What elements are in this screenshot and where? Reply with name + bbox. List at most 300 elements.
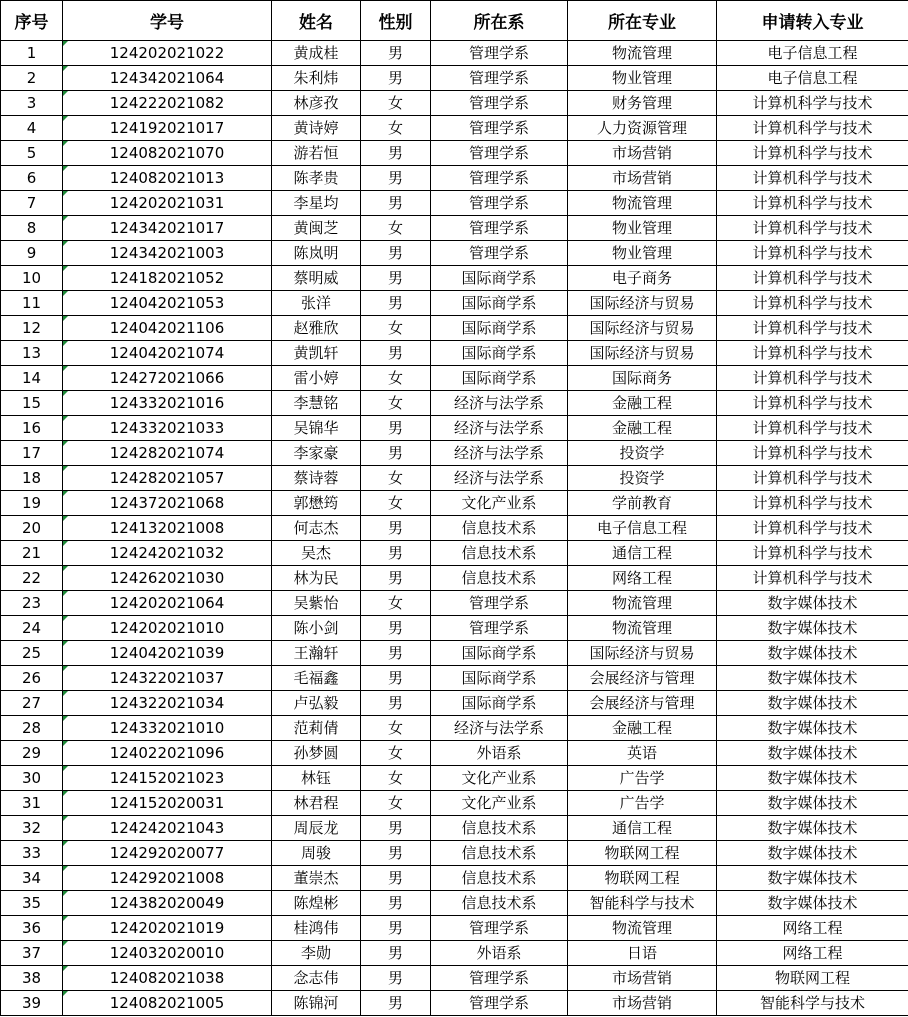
cell-target-major: 数字媒体技术 [717, 641, 908, 666]
cell-index: 23 [1, 591, 63, 616]
cell-target-major: 计算机科学与技术 [717, 141, 908, 166]
cell-target-major: 计算机科学与技术 [717, 91, 908, 116]
cell-gender: 男 [361, 841, 431, 866]
cell-name: 何志杰 [272, 516, 361, 541]
cell-name: 陈锦河 [272, 991, 361, 1016]
cell-target-major: 计算机科学与技术 [717, 341, 908, 366]
cell-target-major: 计算机科学与技术 [717, 216, 908, 241]
cell-gender: 男 [361, 166, 431, 191]
cell-target-major: 计算机科学与技术 [717, 166, 908, 191]
header-cell-student-id: 学号 [63, 1, 272, 41]
cell-gender: 女 [361, 741, 431, 766]
cell-target-major: 计算机科学与技术 [717, 316, 908, 341]
cell-major: 市场营销 [568, 166, 717, 191]
cell-major: 智能科学与技术 [568, 891, 717, 916]
cell-department: 管理学系 [431, 166, 568, 191]
cell-major: 金融工程 [568, 716, 717, 741]
cell-major: 物业管理 [568, 66, 717, 91]
cell-department: 管理学系 [431, 116, 568, 141]
cell-gender: 男 [361, 966, 431, 991]
cell-major: 金融工程 [568, 416, 717, 441]
cell-student-id: 124132021008 [63, 516, 272, 541]
cell-major: 日语 [568, 941, 717, 966]
cell-department: 文化产业系 [431, 491, 568, 516]
cell-student-id: 124242021043 [63, 816, 272, 841]
cell-name: 周辰龙 [272, 816, 361, 841]
cell-index: 6 [1, 166, 63, 191]
cell-major: 电子信息工程 [568, 516, 717, 541]
cell-index: 15 [1, 391, 63, 416]
cell-name: 念志伟 [272, 966, 361, 991]
cell-target-major: 数字媒体技术 [717, 866, 908, 891]
cell-gender: 女 [361, 791, 431, 816]
table-row [1, 591, 908, 616]
cell-student-id: 124382020049 [63, 891, 272, 916]
cell-department: 文化产业系 [431, 791, 568, 816]
cell-index: 10 [1, 266, 63, 291]
header-cell-department: 所在系 [431, 1, 568, 41]
cell-gender: 女 [361, 91, 431, 116]
cell-index: 30 [1, 766, 63, 791]
cell-major: 国际经济与贸易 [568, 291, 717, 316]
cell-name: 李星均 [272, 191, 361, 216]
cell-gender: 男 [361, 266, 431, 291]
cell-major: 广告学 [568, 791, 717, 816]
table-row [1, 541, 908, 566]
cell-gender: 女 [361, 766, 431, 791]
table-row [1, 991, 908, 1016]
cell-student-id: 124372021068 [63, 491, 272, 516]
table-row [1, 841, 908, 866]
cell-gender: 男 [361, 666, 431, 691]
cell-gender: 女 [361, 216, 431, 241]
table-row [1, 191, 908, 216]
cell-index: 3 [1, 91, 63, 116]
cell-name: 朱利炜 [272, 66, 361, 91]
cell-student-id: 124202021022 [63, 41, 272, 66]
cell-gender: 男 [361, 566, 431, 591]
cell-name: 林钰 [272, 766, 361, 791]
cell-student-id: 124152021023 [63, 766, 272, 791]
cell-name: 李家豪 [272, 441, 361, 466]
cell-name: 黄凯轩 [272, 341, 361, 366]
cell-major: 人力资源管理 [568, 116, 717, 141]
cell-student-id: 124282021057 [63, 466, 272, 491]
cell-department: 管理学系 [431, 141, 568, 166]
cell-name: 赵雅欣 [272, 316, 361, 341]
cell-student-id: 124342021003 [63, 241, 272, 266]
cell-major: 国际经济与贸易 [568, 316, 717, 341]
cell-department: 国际商学系 [431, 316, 568, 341]
cell-student-id: 124262021030 [63, 566, 272, 591]
cell-department: 外语系 [431, 941, 568, 966]
cell-target-major: 电子信息工程 [717, 41, 908, 66]
cell-index: 35 [1, 891, 63, 916]
cell-name: 李勋 [272, 941, 361, 966]
table-row [1, 966, 908, 991]
header-cell-target-major: 申请转入专业 [717, 1, 908, 41]
cell-gender: 男 [361, 191, 431, 216]
cell-major: 物业管理 [568, 241, 717, 266]
cell-name: 黄诗婷 [272, 116, 361, 141]
cell-major: 物业管理 [568, 216, 717, 241]
cell-department: 文化产业系 [431, 766, 568, 791]
cell-target-major: 数字媒体技术 [717, 691, 908, 716]
cell-department: 信息技术系 [431, 541, 568, 566]
cell-target-major: 计算机科学与技术 [717, 266, 908, 291]
cell-name: 范莉倩 [272, 716, 361, 741]
cell-department: 国际商学系 [431, 641, 568, 666]
cell-major: 投资学 [568, 466, 717, 491]
cell-index: 5 [1, 141, 63, 166]
table-row [1, 741, 908, 766]
table-row [1, 366, 908, 391]
cell-target-major: 计算机科学与技术 [717, 191, 908, 216]
cell-gender: 女 [361, 716, 431, 741]
cell-student-id: 124042021053 [63, 291, 272, 316]
cell-index: 22 [1, 566, 63, 591]
cell-student-id: 124032020010 [63, 941, 272, 966]
cell-target-major: 计算机科学与技术 [717, 566, 908, 591]
cell-student-id: 124322021034 [63, 691, 272, 716]
cell-gender: 男 [361, 866, 431, 891]
header-cell-major: 所在专业 [568, 1, 717, 41]
cell-gender: 男 [361, 541, 431, 566]
cell-major: 物流管理 [568, 616, 717, 641]
cell-department: 信息技术系 [431, 841, 568, 866]
cell-gender: 女 [361, 491, 431, 516]
cell-name: 周骏 [272, 841, 361, 866]
cell-major: 物联网工程 [568, 841, 717, 866]
table-row [1, 766, 908, 791]
cell-major: 广告学 [568, 766, 717, 791]
cell-index: 4 [1, 116, 63, 141]
cell-target-major: 网络工程 [717, 941, 908, 966]
cell-target-major: 数字媒体技术 [717, 591, 908, 616]
cell-target-major: 计算机科学与技术 [717, 541, 908, 566]
cell-index: 29 [1, 741, 63, 766]
cell-target-major: 计算机科学与技术 [717, 491, 908, 516]
table-row [1, 916, 908, 941]
cell-target-major: 数字媒体技术 [717, 816, 908, 841]
cell-name: 王瀚轩 [272, 641, 361, 666]
cell-major: 网络工程 [568, 566, 717, 591]
cell-name: 孙梦圆 [272, 741, 361, 766]
cell-department: 经济与法学系 [431, 391, 568, 416]
cell-index: 14 [1, 366, 63, 391]
cell-index: 34 [1, 866, 63, 891]
cell-department: 经济与法学系 [431, 466, 568, 491]
cell-department: 信息技术系 [431, 891, 568, 916]
cell-target-major: 数字媒体技术 [717, 841, 908, 866]
cell-name: 李慧铭 [272, 391, 361, 416]
cell-index: 25 [1, 641, 63, 666]
cell-department: 国际商学系 [431, 366, 568, 391]
cell-major: 国际经济与贸易 [568, 341, 717, 366]
cell-department: 管理学系 [431, 66, 568, 91]
cell-student-id: 124342021017 [63, 216, 272, 241]
cell-target-major: 网络工程 [717, 916, 908, 941]
cell-department: 管理学系 [431, 991, 568, 1016]
cell-name: 黄成桂 [272, 41, 361, 66]
cell-gender: 男 [361, 891, 431, 916]
table-row [1, 66, 908, 91]
cell-index: 18 [1, 466, 63, 491]
cell-name: 吴锦华 [272, 416, 361, 441]
cell-student-id: 124082021070 [63, 141, 272, 166]
cell-gender: 男 [361, 616, 431, 641]
table-row [1, 716, 908, 741]
cell-student-id: 124292021008 [63, 866, 272, 891]
cell-major: 英语 [568, 741, 717, 766]
cell-gender: 女 [361, 316, 431, 341]
cell-department: 管理学系 [431, 616, 568, 641]
cell-student-id: 124342021064 [63, 66, 272, 91]
cell-target-major: 数字媒体技术 [717, 666, 908, 691]
cell-department: 经济与法学系 [431, 716, 568, 741]
cell-department: 国际商学系 [431, 691, 568, 716]
cell-gender: 男 [361, 341, 431, 366]
cell-student-id: 124082021038 [63, 966, 272, 991]
cell-gender: 男 [361, 416, 431, 441]
cell-index: 20 [1, 516, 63, 541]
cell-gender: 男 [361, 66, 431, 91]
cell-index: 13 [1, 341, 63, 366]
cell-department: 信息技术系 [431, 816, 568, 841]
cell-major: 市场营销 [568, 966, 717, 991]
cell-gender: 男 [361, 816, 431, 841]
table-row [1, 441, 908, 466]
cell-target-major: 智能科学与技术 [717, 991, 908, 1016]
cell-target-major: 计算机科学与技术 [717, 516, 908, 541]
cell-index: 39 [1, 991, 63, 1016]
cell-student-id: 124282021074 [63, 441, 272, 466]
cell-name: 毛福鑫 [272, 666, 361, 691]
cell-target-major: 数字媒体技术 [717, 891, 908, 916]
cell-student-id: 124082021005 [63, 991, 272, 1016]
cell-major: 电子商务 [568, 266, 717, 291]
header-cell-index: 序号 [1, 1, 63, 41]
cell-major: 市场营销 [568, 141, 717, 166]
table-row [1, 691, 908, 716]
cell-index: 28 [1, 716, 63, 741]
cell-index: 21 [1, 541, 63, 566]
cell-department: 信息技术系 [431, 866, 568, 891]
cell-gender: 男 [361, 916, 431, 941]
cell-department: 管理学系 [431, 966, 568, 991]
table-row [1, 91, 908, 116]
cell-name: 林君程 [272, 791, 361, 816]
table-row [1, 416, 908, 441]
cell-student-id: 124332021033 [63, 416, 272, 441]
cell-gender: 女 [361, 591, 431, 616]
cell-student-id: 124272021066 [63, 366, 272, 391]
cell-name: 董崇杰 [272, 866, 361, 891]
cell-target-major: 数字媒体技术 [717, 741, 908, 766]
cell-name: 游若恒 [272, 141, 361, 166]
cell-target-major: 电子信息工程 [717, 66, 908, 91]
cell-target-major: 计算机科学与技术 [717, 241, 908, 266]
table-row [1, 616, 908, 641]
cell-student-id: 124322021037 [63, 666, 272, 691]
cell-index: 2 [1, 66, 63, 91]
cell-index: 9 [1, 241, 63, 266]
cell-gender: 男 [361, 641, 431, 666]
cell-major: 物流管理 [568, 41, 717, 66]
table-row [1, 566, 908, 591]
cell-index: 1 [1, 41, 63, 66]
cell-student-id: 124022021096 [63, 741, 272, 766]
table-row [1, 266, 908, 291]
table-row [1, 166, 908, 191]
cell-department: 管理学系 [431, 41, 568, 66]
cell-department: 管理学系 [431, 191, 568, 216]
cell-name: 桂鸿伟 [272, 916, 361, 941]
cell-student-id: 124332021016 [63, 391, 272, 416]
table-row [1, 791, 908, 816]
cell-index: 7 [1, 191, 63, 216]
cell-name: 陈小剑 [272, 616, 361, 641]
cell-index: 12 [1, 316, 63, 341]
table-row [1, 341, 908, 366]
cell-name: 蔡诗蓉 [272, 466, 361, 491]
table-row [1, 516, 908, 541]
table-row [1, 816, 908, 841]
cell-student-id: 124242021032 [63, 541, 272, 566]
cell-name: 郭懋筠 [272, 491, 361, 516]
table-row [1, 666, 908, 691]
cell-index: 37 [1, 941, 63, 966]
cell-index: 11 [1, 291, 63, 316]
table-row [1, 41, 908, 66]
cell-name: 蔡明威 [272, 266, 361, 291]
cell-target-major: 数字媒体技术 [717, 716, 908, 741]
cell-gender: 男 [361, 941, 431, 966]
cell-name: 卢弘毅 [272, 691, 361, 716]
cell-gender: 男 [361, 141, 431, 166]
cell-name: 陈煌彬 [272, 891, 361, 916]
cell-name: 吴紫怡 [272, 591, 361, 616]
cell-department: 管理学系 [431, 91, 568, 116]
cell-index: 26 [1, 666, 63, 691]
cell-index: 24 [1, 616, 63, 641]
cell-student-id: 124202021064 [63, 591, 272, 616]
cell-student-id: 124042021039 [63, 641, 272, 666]
cell-major: 国际经济与贸易 [568, 641, 717, 666]
cell-department: 管理学系 [431, 591, 568, 616]
cell-gender: 男 [361, 241, 431, 266]
cell-major: 会展经济与管理 [568, 691, 717, 716]
cell-major: 物流管理 [568, 191, 717, 216]
cell-student-id: 124202021031 [63, 191, 272, 216]
cell-student-id: 124292020077 [63, 841, 272, 866]
table-row [1, 641, 908, 666]
cell-index: 31 [1, 791, 63, 816]
cell-index: 38 [1, 966, 63, 991]
table-row [1, 391, 908, 416]
cell-major: 物联网工程 [568, 866, 717, 891]
cell-gender: 男 [361, 991, 431, 1016]
cell-department: 外语系 [431, 741, 568, 766]
cell-index: 32 [1, 816, 63, 841]
cell-gender: 男 [361, 691, 431, 716]
cell-department: 国际商学系 [431, 291, 568, 316]
cell-student-id: 124082021013 [63, 166, 272, 191]
cell-gender: 女 [361, 466, 431, 491]
cell-department: 经济与法学系 [431, 441, 568, 466]
cell-major: 物流管理 [568, 916, 717, 941]
cell-department: 管理学系 [431, 241, 568, 266]
cell-major: 国际商务 [568, 366, 717, 391]
cell-gender: 女 [361, 366, 431, 391]
cell-target-major: 计算机科学与技术 [717, 441, 908, 466]
cell-student-id: 124042021074 [63, 341, 272, 366]
cell-target-major: 计算机科学与技术 [717, 391, 908, 416]
cell-department: 管理学系 [431, 916, 568, 941]
cell-gender: 女 [361, 391, 431, 416]
cell-student-id: 124332021010 [63, 716, 272, 741]
cell-department: 国际商学系 [431, 666, 568, 691]
cell-index: 33 [1, 841, 63, 866]
cell-name: 张洋 [272, 291, 361, 316]
table-row [1, 141, 908, 166]
cell-target-major: 数字媒体技术 [717, 616, 908, 641]
cell-name: 林为民 [272, 566, 361, 591]
table-row [1, 491, 908, 516]
cell-name: 林彦孜 [272, 91, 361, 116]
table-row [1, 941, 908, 966]
cell-major: 会展经济与管理 [568, 666, 717, 691]
table-row [1, 291, 908, 316]
cell-department: 经济与法学系 [431, 416, 568, 441]
cell-target-major: 数字媒体技术 [717, 791, 908, 816]
cell-major: 学前教育 [568, 491, 717, 516]
cell-department: 信息技术系 [431, 516, 568, 541]
table-row [1, 891, 908, 916]
table-row [1, 466, 908, 491]
cell-index: 19 [1, 491, 63, 516]
header-row [1, 1, 908, 41]
table-row [1, 241, 908, 266]
cell-index: 17 [1, 441, 63, 466]
cell-major: 通信工程 [568, 541, 717, 566]
cell-student-id: 124042021106 [63, 316, 272, 341]
cell-index: 36 [1, 916, 63, 941]
cell-target-major: 物联网工程 [717, 966, 908, 991]
cell-department: 国际商学系 [431, 341, 568, 366]
cell-index: 16 [1, 416, 63, 441]
cell-target-major: 计算机科学与技术 [717, 116, 908, 141]
cell-name: 吴杰 [272, 541, 361, 566]
cell-name: 陈孝贵 [272, 166, 361, 191]
header-cell-gender: 性别 [361, 1, 431, 41]
cell-name: 黄闽芝 [272, 216, 361, 241]
cell-target-major: 计算机科学与技术 [717, 416, 908, 441]
cell-gender: 男 [361, 516, 431, 541]
cell-student-id: 124192021017 [63, 116, 272, 141]
cell-major: 财务管理 [568, 91, 717, 116]
cell-target-major: 计算机科学与技术 [717, 291, 908, 316]
cell-gender: 男 [361, 291, 431, 316]
cell-major: 市场营销 [568, 991, 717, 1016]
cell-gender: 男 [361, 41, 431, 66]
cell-student-id: 124222021082 [63, 91, 272, 116]
header-cell-name: 姓名 [272, 1, 361, 41]
cell-index: 27 [1, 691, 63, 716]
cell-department: 信息技术系 [431, 566, 568, 591]
cell-major: 通信工程 [568, 816, 717, 841]
cell-student-id: 124152020031 [63, 791, 272, 816]
